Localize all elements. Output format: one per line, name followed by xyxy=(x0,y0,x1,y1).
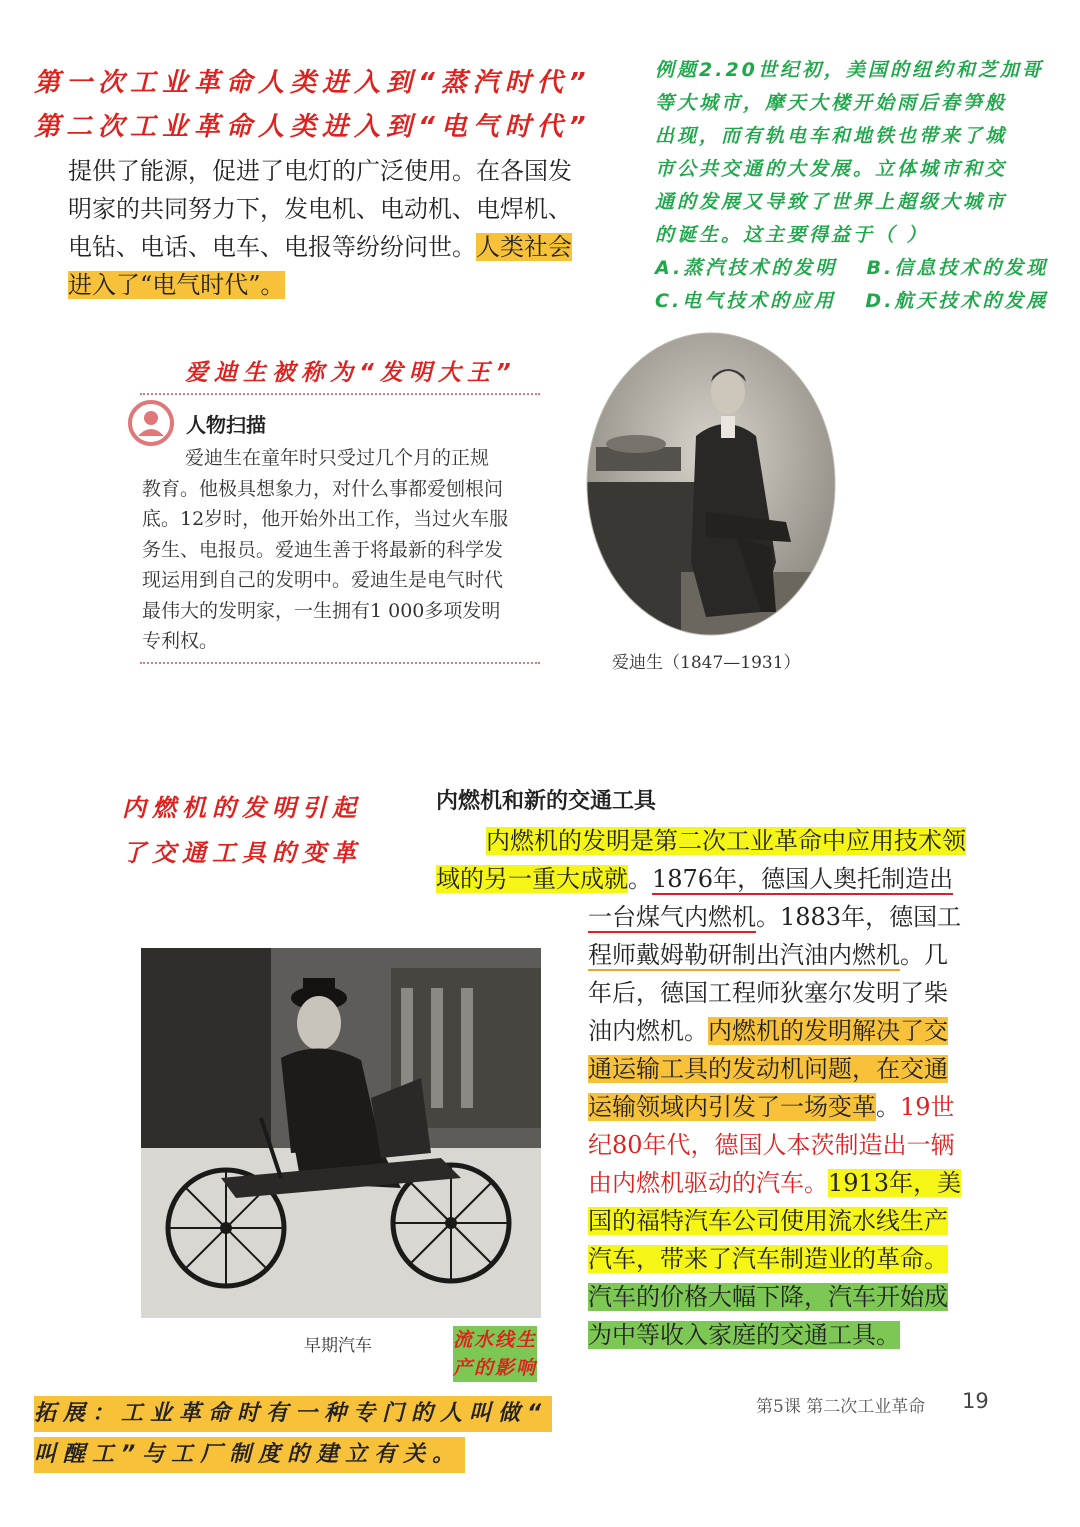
intro-line: 提供了能源，促进了电灯的广泛使用。在各国发 xyxy=(68,157,572,185)
person-icon xyxy=(128,400,174,446)
section-line xyxy=(588,1050,961,1088)
highlight-span: 国的福特汽车公司使用流水线生产 xyxy=(588,1207,948,1235)
edison-photo-caption: 爱迪生（1847—1931） xyxy=(612,653,801,673)
option-a: A.蒸汽技术的发明 xyxy=(655,257,838,279)
profile-line: 底。12岁时，他开始外出工作，当过火车服 xyxy=(142,508,509,530)
profile-line: 专利权。 xyxy=(142,630,219,652)
option-c: C.电气技术的应用 xyxy=(655,290,837,312)
section-line xyxy=(588,1316,961,1354)
profile-text xyxy=(142,443,508,657)
example-line: 市公共交通的大发展。立体城市和交 xyxy=(655,158,1008,180)
highlight-span: 通运输工具的发动机问题，在交通 xyxy=(588,1055,948,1083)
intro-paragraph xyxy=(68,152,572,304)
example-line: 通的发展又导致了世界上超级大城市 xyxy=(655,191,1008,213)
note-extension: 叫醒工”与工厂制度的建立有关。 xyxy=(34,1437,465,1473)
option-d: D.航天技术的发展 xyxy=(865,290,1049,312)
underline-span: 程师戴姆勒研制出汽油内燃机 xyxy=(588,941,900,969)
profile-line: 务生、电报员。爱迪生善于将最新的科学发 xyxy=(142,538,504,561)
section-line xyxy=(588,1278,961,1316)
profile-line: 现运用到自己的发明中。爱迪生是电气时代 xyxy=(142,569,504,591)
note-assembly-line-1: 流水线生 xyxy=(453,1326,537,1354)
section-line xyxy=(588,1088,961,1126)
underline-span: 1876年，德国人奥托制造出 xyxy=(652,865,954,893)
page-number: 19 xyxy=(962,1389,989,1413)
intro-text: 电钻、电话、电车、电报等纷纷问世。 xyxy=(68,233,476,261)
underline-span: 一台煤气内燃机 xyxy=(588,903,756,931)
profile-line: 教育。他极具想象力，对什么事都爱刨根问 xyxy=(142,477,504,500)
note-assembly-line xyxy=(453,1326,551,1382)
edison-photo xyxy=(586,332,836,636)
section-text: 。 xyxy=(876,1093,900,1121)
note-extension: 拓展：工业革命时有一种专门的人叫做“ xyxy=(34,1396,552,1432)
section-line: 年后，德国工程师狄塞尔发明了柴 xyxy=(588,979,948,1007)
section-text: 油内燃机。 xyxy=(588,1017,708,1045)
footer-lesson: 第5课 第二次工业革命 xyxy=(756,1397,926,1417)
section-line xyxy=(486,822,966,860)
note-assembly-line-2: 产的影响 xyxy=(453,1354,537,1382)
example-question xyxy=(655,54,1048,318)
highlight-span: 为中等收入家庭的交通工具。 xyxy=(588,1321,900,1349)
option-b: B.信息技术的发现 xyxy=(866,257,1049,279)
section-line xyxy=(588,1240,961,1278)
note-electric-age: 第二次工业革命人类进入到“电气时代” xyxy=(34,112,592,142)
early-car-photo xyxy=(141,948,541,1318)
note-engine: 了交通工具的变革 xyxy=(122,839,362,867)
section-line xyxy=(588,1202,961,1240)
profile-heading: 人物扫描 xyxy=(186,413,266,437)
example-line: 的诞生。这主要得益于（ ） xyxy=(655,224,929,246)
highlight-span: 内燃机的发明是第二次工业革命中应用技术领 xyxy=(486,827,966,855)
section-title: 内燃机和新的交通工具 xyxy=(436,789,657,814)
car-photo-caption: 早期汽车 xyxy=(304,1336,372,1356)
highlight-span: 进入了“电气时代”。 xyxy=(68,271,285,299)
highlight-span: 内燃机的发明解决了交 xyxy=(708,1017,948,1045)
profile-line: 爱迪生在童年时只受过几个月的正规 xyxy=(185,447,490,469)
example-line: 出现，而有轨电车和地铁也带来了城 xyxy=(655,125,1008,147)
section-text: 。几 xyxy=(900,941,948,969)
intro-line: 明家的共同努力下，发电机、电动机、电焊机、 xyxy=(68,195,572,223)
divider xyxy=(140,662,540,664)
section-line xyxy=(436,860,953,898)
example-line: 例题2.20世纪初，美国的纽约和芝加哥 xyxy=(655,59,1044,81)
highlight-span: 运输领域内引发了一场变革 xyxy=(588,1093,876,1121)
profile-line: 最伟大的发明家，一生拥有1 000多项发明 xyxy=(142,599,501,622)
section-line xyxy=(588,898,961,936)
section-line: 纪80年代，德国人本茨制造出一辆 xyxy=(588,1131,955,1159)
section-line xyxy=(588,1164,961,1202)
highlight-span: 域的另一重大成就 xyxy=(436,865,628,893)
note-steam-age: 第一次工业革命人类进入到“蒸汽时代” xyxy=(34,68,592,98)
example-options-row xyxy=(655,252,1048,285)
section-text: 。 xyxy=(628,865,652,893)
highlight-span: 人类社会 xyxy=(476,233,572,261)
red-text-span: 由内燃机驱动的汽车。 xyxy=(588,1169,828,1197)
note-engine: 内燃机的发明引起 xyxy=(122,794,362,822)
red-text-span: 19世 xyxy=(900,1093,955,1121)
divider xyxy=(140,393,540,395)
section-line xyxy=(588,1012,961,1050)
intro-line xyxy=(68,228,572,266)
example-line: 等大城市，摩天大楼开始雨后春笋般 xyxy=(655,92,1008,114)
section-line xyxy=(588,936,961,974)
section-column xyxy=(588,898,961,1354)
intro-line xyxy=(68,266,572,304)
example-options-row xyxy=(655,285,1048,318)
highlight-span: 汽车，带来了汽车制造业的革命。 xyxy=(588,1245,948,1273)
note-edison: 爱迪生被称为“发明大王” xyxy=(185,360,517,386)
highlight-span: 汽车的价格大幅下降，汽车开始成 xyxy=(588,1283,948,1311)
highlight-span: 1913年，美 xyxy=(828,1169,962,1197)
section-text: 。1883年，德国工 xyxy=(756,903,962,931)
